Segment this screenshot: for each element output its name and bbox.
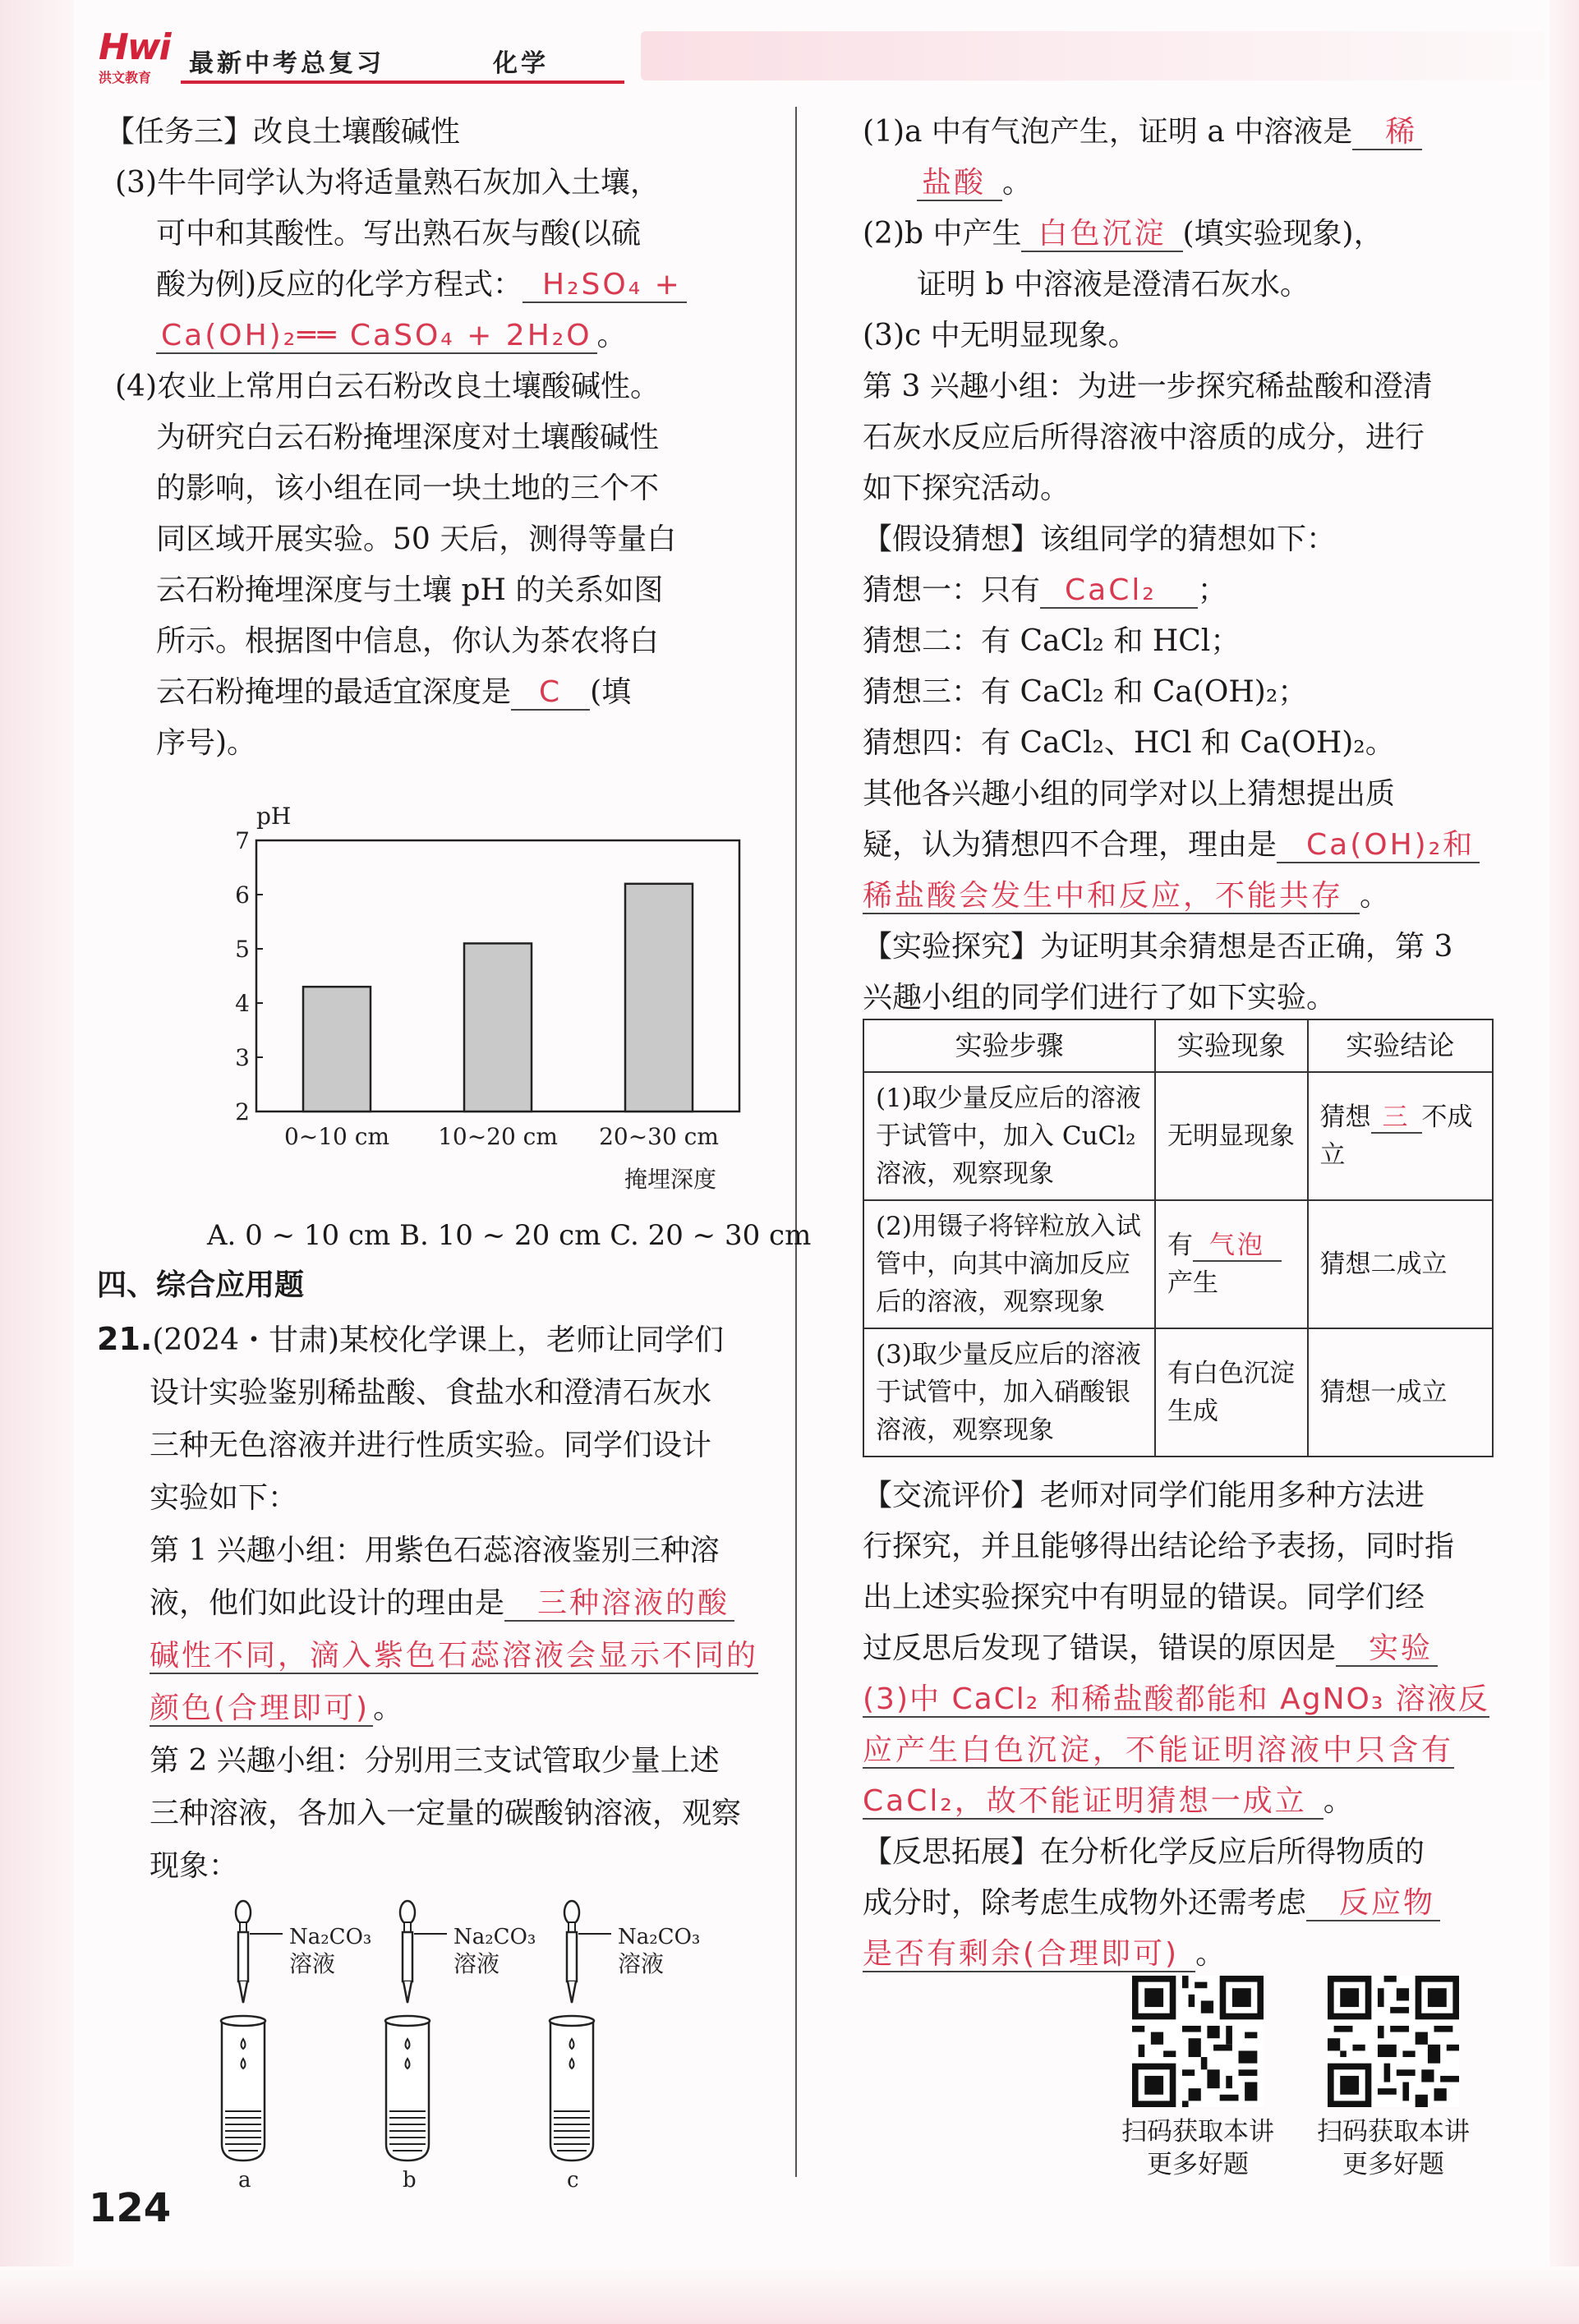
chart-bar: [303, 987, 371, 1111]
evaluation-line: [863, 1674, 1503, 1725]
r2-answer: 白色沉淀: [1021, 217, 1182, 252]
table-header: 实验现象: [1155, 1019, 1308, 1072]
qr-caption-2: [1295, 2115, 1492, 2181]
doubt-line: [863, 820, 1503, 871]
hypothesis-4: 猜想四：有 CaCl₂、HCl 和 Ca(OH)₂。: [863, 726, 1395, 760]
evaluation-answer-part1: 实验: [1336, 1631, 1438, 1667]
reagent-label: Na₂CO₃: [453, 1925, 536, 1949]
q21-line: 实验如下：: [150, 1481, 298, 1515]
reflection-line: 是否有剩余(合理即可) 。: [863, 1937, 1226, 1971]
doubt-line: 稀盐酸会发生中和反应，不能共存 。: [863, 879, 1390, 913]
table-cell-step: (2)用镊子将锌粒放入试管中，向其中滴加反应后的溶液，观察现象: [863, 1200, 1155, 1328]
qr-caption-line: 扫码获取本讲: [1121, 2117, 1274, 2147]
q21-line: 三种无色溶液并进行性质实验。同学们设计: [150, 1429, 712, 1462]
evaluation-answer-part4: CaCl₂，故不能证明猜想一成立: [863, 1784, 1324, 1820]
header-band: [641, 31, 1544, 81]
chart-y-tick-label: 4: [235, 990, 250, 1017]
r1-answer-part2: 盐酸: [917, 166, 1002, 201]
r1-line: 盐酸 。: [863, 158, 1503, 209]
q21-number: 21.: [97, 1321, 153, 1357]
q4-line: (4)农业上常用白云石粉改良土壤酸碱性。: [115, 370, 660, 403]
q4-options: A. 0 ~ 10 cm B. 10 ~ 20 cm C. 20 ~ 30 cm: [207, 1219, 812, 1252]
chart-x-tick-label: 0~10 cm: [283, 1123, 390, 1150]
q3-line: [131, 260, 780, 311]
chart-y-axis-label: pH: [256, 803, 292, 830]
task3-title: 【任务三】改良土壤酸碱性: [105, 115, 461, 149]
reflection-line: 【反思拓展】在分析化学反应后所得物质的: [863, 1835, 1425, 1869]
phenomenon-answer: 气泡: [1193, 1231, 1282, 1262]
table-header: 实验步骤: [863, 1019, 1155, 1072]
hypothesis-heading: 【假设猜想】该组同学的猜想如下：: [863, 522, 1337, 556]
qr-code-1[interactable]: [1132, 1976, 1264, 2107]
q21-line: [97, 1313, 787, 1367]
page-number: 124: [89, 2185, 172, 2231]
q3-answer-part1: H₂SO₄ +: [522, 268, 687, 303]
group1-answer-part3: 颜色(合理即可): [150, 1691, 373, 1727]
chart-y-tick-label: 7: [235, 827, 250, 854]
hypothesis-1: 猜想一：只有 CaCl₂ ；: [863, 573, 1227, 607]
doubt-prompt: 疑，认为猜想四不合理，理由是: [863, 828, 1277, 862]
r2-line: [863, 209, 1503, 260]
group1-answer-part1: 三种溶液的酸: [504, 1586, 734, 1622]
reagent-label: Na₂CO₃: [289, 1925, 372, 1949]
table-cell-step: (1)取少量反应后的溶液于试管中，加入 CuCl₂ 溶液，观察现象: [863, 1072, 1155, 1200]
table-row: [863, 1200, 1493, 1328]
evaluation-line: CaCl₂，故不能证明猜想一成立 。: [863, 1784, 1353, 1818]
group1-line: [97, 1577, 787, 1630]
right-column: [863, 107, 1503, 1024]
q3-prompt: 酸为例)反应的化学方程式：: [156, 268, 523, 301]
table-cell-step: (3)取少量反应后的溶液于试管中，加入硝酸银溶液，观察现象: [863, 1328, 1155, 1457]
q4-line: [131, 667, 780, 718]
table-cell-phenomenon: [1155, 1200, 1308, 1328]
dropper-tube-c: [550, 1901, 700, 2193]
reflection-line: [863, 1878, 1503, 1929]
question-21: [97, 1313, 787, 1893]
hypothesis-3: 猜想三：有 CaCl₂ 和 Ca(OH)₂；: [863, 675, 1308, 709]
chart-x-axis-label: 掩埋深度: [624, 1166, 717, 1193]
doubt-answer-part1: Ca(OH)₂和: [1277, 828, 1480, 863]
group3-line: 石灰水反应后所得溶液中溶质的成分，进行: [863, 421, 1425, 454]
reflection-prompt: 成分时，除考虑生成物外还需考虑: [863, 1886, 1307, 1920]
doubt-line: 其他各兴趣小组的同学对以上猜想提出质: [863, 777, 1396, 811]
evaluation-answer-part2: (3)中 CaCl₂ 和稀盐酸都能和 AgNO₃ 溶液反: [863, 1682, 1489, 1716]
q3-line: (3)牛牛同学认为将适量熟石灰加入土壤，: [115, 166, 660, 200]
ph-depth-bar-chart: [235, 801, 797, 1203]
q4-line: 同区域开展实验。50 天后，测得等量白: [156, 522, 677, 556]
q4-line: 序号)。: [156, 726, 257, 760]
chart-y-tick-label: 3: [235, 1044, 250, 1071]
evaluation-line: 行探究，并且能够得出结论给予表扬，同时指: [863, 1530, 1455, 1563]
right-column-lower: [863, 1470, 1503, 1980]
r2-prompt: (2)b 中产生: [863, 217, 1022, 251]
group2-line: 第 2 兴趣小组：分别用三支试管取少量上述: [150, 1744, 720, 1778]
group1-line: 颜色(合理即可) 。: [150, 1691, 403, 1725]
phenomenon-prefix: 有: [1167, 1231, 1193, 1260]
reagent-word: 溶液: [453, 1950, 500, 1977]
evaluation-prompt: 过反思后发现了错误，错误的原因是: [863, 1631, 1337, 1665]
table-cell-conclusion: 猜想一成立: [1308, 1328, 1493, 1457]
chart-x-tick-label: 20~30 cm: [599, 1123, 719, 1150]
conclusion-suffix: 不成立: [1319, 1102, 1473, 1170]
q3-line: 可中和其酸性。写出熟石灰与酸(以硫: [156, 217, 642, 251]
section-heading: 四、综合应用题: [97, 1268, 305, 1302]
chart-x-tick-labels: [284, 1123, 719, 1150]
evaluation-line: 【交流评价】老师对同学们能用多种方法进: [863, 1479, 1425, 1512]
evaluation-line: [863, 1623, 1503, 1674]
header-rule: [181, 81, 624, 84]
chart-bars: [303, 884, 693, 1111]
table-header-row: [863, 1019, 1493, 1072]
tube-label: a: [238, 2168, 251, 2193]
reagent-word: 溶液: [289, 1950, 336, 1977]
r2-prompt-tail: (填实验现象)，: [1182, 217, 1383, 251]
q4-line: 的影响，该小组在同一块土地的三个不: [156, 472, 660, 505]
book-title: 最新中考总复习: [189, 49, 384, 78]
page-header: [82, 23, 1553, 94]
q4-line: 为研究白云石粉掩埋深度对土壤酸碱性: [156, 421, 660, 454]
chart-y-tick-label: 5: [235, 936, 250, 963]
q3-line: Ca(OH)₂══ CaSO₄ + 2H₂O 。: [131, 311, 780, 361]
chart-x-tick-label: 10~20 cm: [438, 1123, 558, 1150]
table-cell-conclusion: [1308, 1072, 1493, 1200]
publisher-logo: [99, 26, 181, 90]
group2-line: 现象：: [150, 1849, 239, 1883]
table-cell-phenomenon: 有白色沉淀生成: [1155, 1328, 1308, 1457]
q4-answer: C: [511, 675, 590, 711]
reagent-word: 溶液: [618, 1950, 665, 1977]
r2-line: 证明 b 中溶液是澄清石灰水。: [917, 268, 1310, 301]
r1-line: [863, 107, 1503, 158]
experiment-table: [863, 1019, 1494, 1457]
left-column: [105, 107, 780, 769]
q21-line: 设计实验鉴别稀盐酸、食盐水和澄清石灰水: [150, 1376, 712, 1410]
doubt-answer-part2: 稀盐酸会发生中和反应，不能共存: [863, 879, 1360, 914]
evaluation-line: [863, 1725, 1503, 1776]
group3-line: 第 3 兴趣小组：为进一步探究稀盐酸和澄清: [863, 370, 1433, 403]
qr-caption-line: 更多好题: [1342, 2150, 1444, 2179]
table-row: [863, 1328, 1493, 1457]
group2-line: 三种溶液，各加入一定量的碳酸钠溶液，观察: [150, 1797, 742, 1830]
q4-line: 所示。根据图中信息，你认为茶农将白: [156, 624, 660, 658]
explore-heading: 【实验探究】为证明其余猜想是否正确，第 3: [863, 930, 1453, 964]
qr-code-2[interactable]: [1328, 1976, 1459, 2107]
r1-prompt: (1)a 中有气泡产生，证明 a 中溶液是: [863, 115, 1353, 149]
group1-answer-part2: 碱性不同，滴入紫色石蕊溶液会显示不同的: [150, 1639, 759, 1673]
chart-bar: [464, 943, 532, 1111]
qr-caption-line: 更多好题: [1147, 2150, 1249, 2179]
r1-answer-part1: 稀: [1352, 115, 1422, 150]
page-edge-left: [0, 0, 74, 2324]
hypothesis-1-prompt: 猜想一：只有: [863, 573, 1041, 607]
test-tube-figure: [214, 1898, 739, 2193]
q4-prompt: 云石粉掩埋的最适宜深度是: [156, 675, 512, 709]
test-tube-svg: [214, 1898, 739, 2193]
evaluation-answer-part3: 应产生白色沉淀，不能证明溶液中只含有: [863, 1733, 1455, 1767]
group1-line: [97, 1630, 787, 1682]
phenomenon-suffix: 产生: [1167, 1268, 1218, 1298]
table-cell-conclusion: 猜想二成立: [1308, 1200, 1493, 1328]
chart-y-tick-label: 6: [235, 881, 250, 909]
book-subject: 化学: [493, 49, 549, 78]
chart-y-ticks: [235, 827, 263, 1125]
hypothesis-1-answer: CaCl₂: [1040, 573, 1198, 609]
logo-mark: Hwi: [99, 26, 170, 68]
logo-subtitle: 洪文教育: [99, 70, 152, 85]
chart-bar: [625, 884, 693, 1111]
group1-prompt: 液，他们如此设计的理由是: [150, 1586, 505, 1620]
dropper-tube-a: [221, 1901, 371, 2193]
r3-line: (3)c 中无明显现象。: [863, 319, 1138, 352]
q3-answer-part2: Ca(OH)₂══ CaSO₄ + 2H₂O: [156, 319, 597, 354]
table-header: 实验结论: [1308, 1019, 1493, 1072]
tube-label: b: [403, 2168, 417, 2193]
group3-line: 如下探究活动。: [863, 472, 1070, 505]
dropper-tube-b: [385, 1901, 536, 2193]
table-row: [863, 1072, 1493, 1200]
chart-svg: [235, 801, 797, 1203]
group1-line: 第 1 兴趣小组：用紫色石蕊溶液鉴别三种溶: [150, 1534, 720, 1567]
tube-label: c: [567, 2168, 579, 2193]
q21-stem: (2024・甘肃)某校化学课上，老师让同学们: [152, 1323, 725, 1357]
reagent-label: Na₂CO₃: [618, 1925, 701, 1949]
qr-caption-line: 扫码获取本讲: [1317, 2117, 1470, 2147]
hypothesis-2: 猜想二：有 CaCl₂ 和 HCl；: [863, 624, 1241, 658]
conclusion-prefix: 猜想: [1319, 1102, 1371, 1132]
reflection-answer-part1: 反应物: [1306, 1886, 1440, 1921]
q4-line: 云石粉掩埋深度与土壤 pH 的关系如图: [156, 573, 664, 607]
page-edge-right: [1549, 0, 1579, 2324]
evaluation-line: 出上述实验探究中有明显的错误。同学们经: [863, 1581, 1425, 1614]
reflection-answer-part2: 是否有剩余(合理即可): [863, 1937, 1195, 1972]
q4-prompt-tail: (填: [590, 675, 632, 709]
qr-caption-1: [1099, 2115, 1296, 2181]
conclusion-answer: 三: [1371, 1102, 1422, 1134]
page-edge-bottom: [0, 2266, 1579, 2324]
table-cell-phenomenon: 无明显现象: [1155, 1072, 1308, 1200]
chart-y-tick-label: 2: [235, 1098, 250, 1125]
explore-heading: 兴趣小组的同学们进行了如下实验。: [863, 981, 1337, 1015]
